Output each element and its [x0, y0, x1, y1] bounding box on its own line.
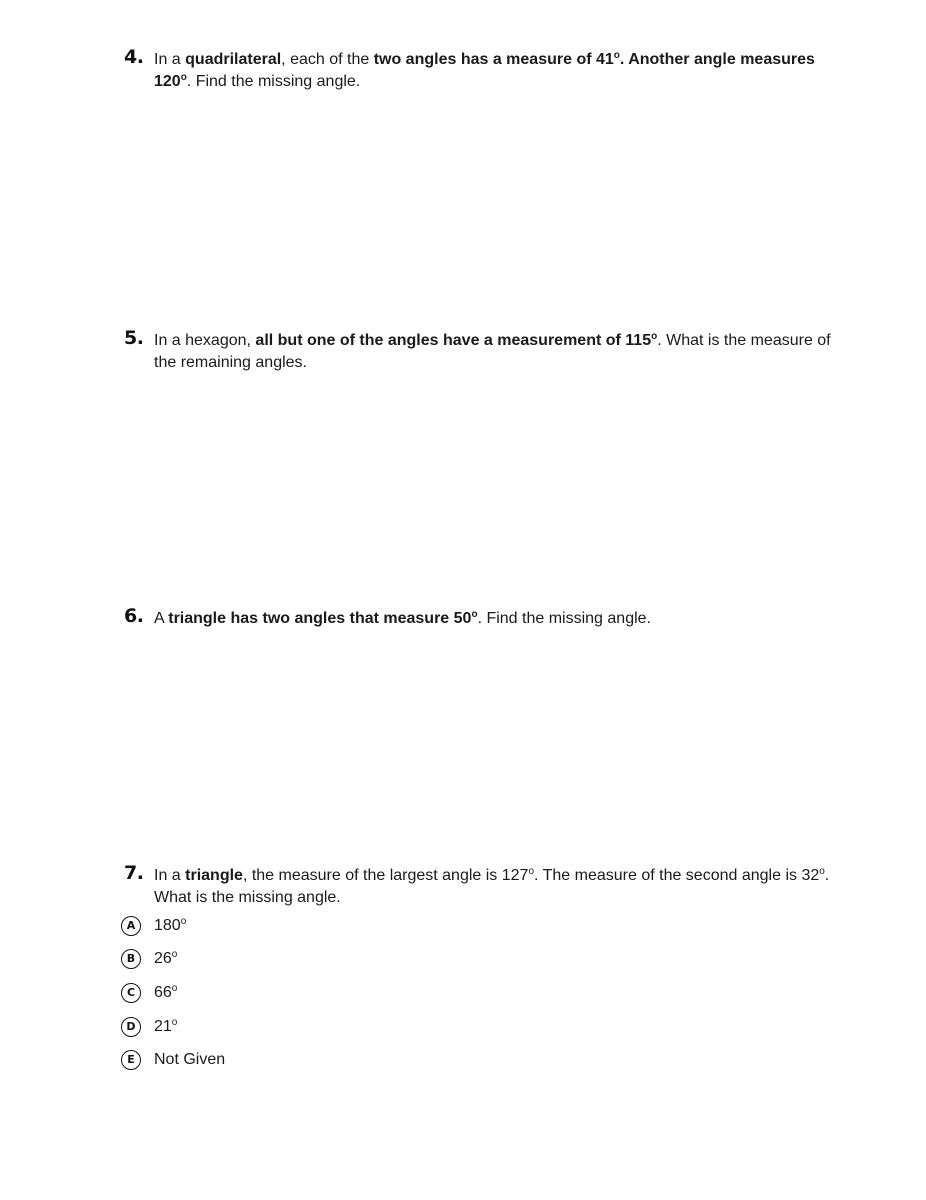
question-number: 4.: [124, 46, 144, 68]
choice-c[interactable]: [121, 983, 421, 1007]
choice-d-bubble[interactable]: D: [121, 1017, 141, 1037]
degree-symbol: o: [171, 1017, 178, 1028]
degree-symbol: o: [180, 916, 187, 927]
degree-symbol: o: [613, 50, 620, 61]
choice-e-bubble[interactable]: E: [121, 1050, 141, 1070]
question-text: A triangle has two angles that measure 50$^o$. Find the missing angle.: [154, 609, 651, 627]
choice-b[interactable]: [121, 949, 421, 973]
choice-d[interactable]: [121, 1017, 421, 1041]
choice-b-text: 26$^o$: [154, 949, 178, 967]
question-text: In a quadrilateral, each of the two angles has a measure of 41$^o$. Another angle measures 120$^o$. Find the missing angle.: [154, 50, 815, 90]
degree-symbol: o: [819, 866, 825, 877]
degree-symbol: o: [180, 72, 187, 83]
choice-a-text: 180$^o$: [154, 916, 187, 934]
question-number: 5.: [124, 327, 144, 349]
choice-d-text: 21$^o$: [154, 1017, 178, 1035]
choice-a[interactable]: [121, 916, 421, 940]
degree-symbol: o: [651, 331, 658, 342]
question-number: 6.: [124, 605, 144, 627]
choice-e[interactable]: [121, 1050, 421, 1074]
choice-e-text: Not Given: [154, 1051, 226, 1068]
question-number: 7.: [124, 862, 144, 884]
degree-symbol: o: [171, 983, 178, 994]
degree-symbol: o: [528, 866, 535, 877]
question-text: In a triangle, the measure of the largest angle is 127$^o$. The measure of the second angle is 32$^o$. What is the missing angle.: [154, 866, 830, 906]
choice-b-bubble[interactable]: B: [121, 949, 141, 969]
choice-a-bubble[interactable]: A: [121, 916, 141, 936]
degree-symbol: o: [471, 609, 478, 620]
choice-c-bubble[interactable]: C: [121, 983, 141, 1003]
choice-c-text: 66$^o$: [154, 983, 178, 1001]
degree-symbol: o: [171, 949, 178, 960]
question-text: In a hexagon, all but one of the angles have a measurement of 115$^o$. What is the measure of the remaining angles.: [154, 331, 831, 371]
